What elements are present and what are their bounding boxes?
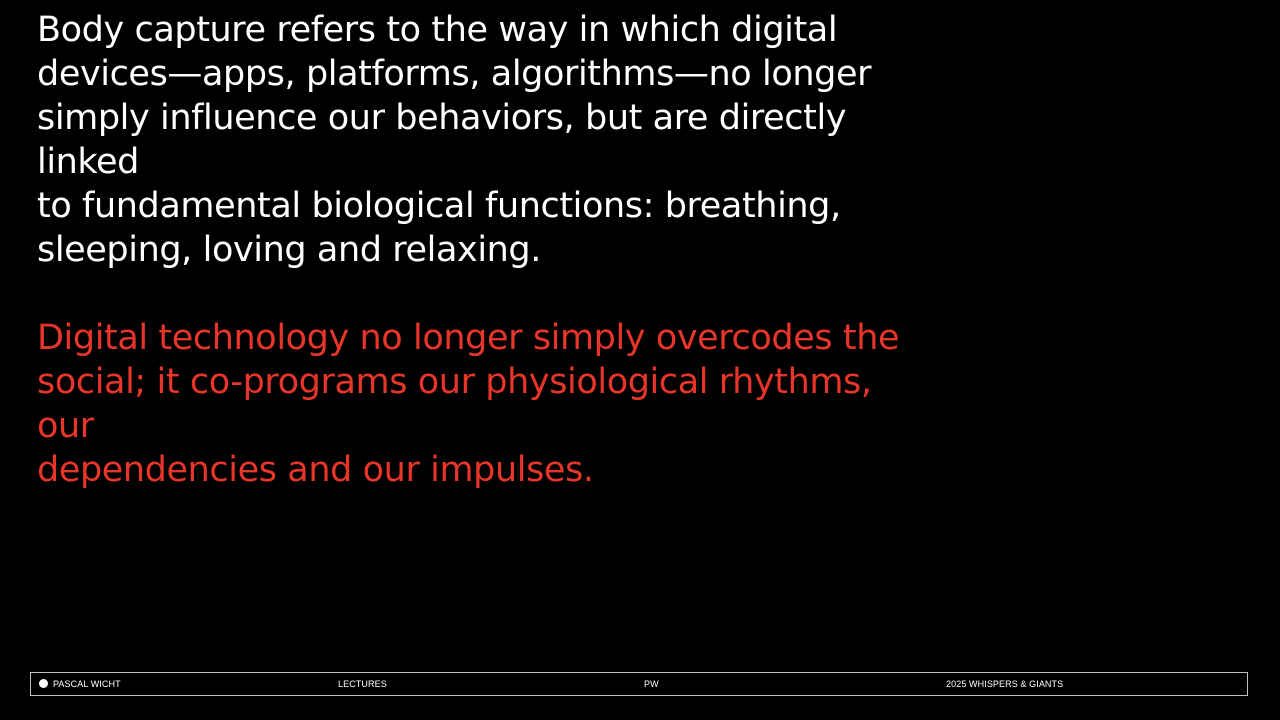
footer-section-label: LECTURES bbox=[338, 679, 387, 689]
footer-bar bbox=[30, 672, 1248, 696]
footer-initials-label: PW bbox=[644, 679, 659, 689]
accent-paragraph: Digital technology no longer simply overcodes the social; it co-programs our physiological rhythms, our dependencies and our impulses. bbox=[37, 318, 900, 490]
main-paragraph: Body capture refers to the way in which digital devices—apps, platforms, algorithms—no longer simply influence our behaviors, but are directly linked to fundamental biological functions: breathing, sleeping, loving and relaxing. bbox=[37, 10, 872, 270]
footer-author-label: PASCAL WICHT bbox=[53, 679, 121, 689]
filled-circle-icon bbox=[39, 679, 48, 688]
footer-author bbox=[39, 673, 121, 695]
slide-content bbox=[37, 8, 937, 492]
footer-copyright-label: 2025 WHISPERS & GIANTS bbox=[946, 679, 1064, 689]
